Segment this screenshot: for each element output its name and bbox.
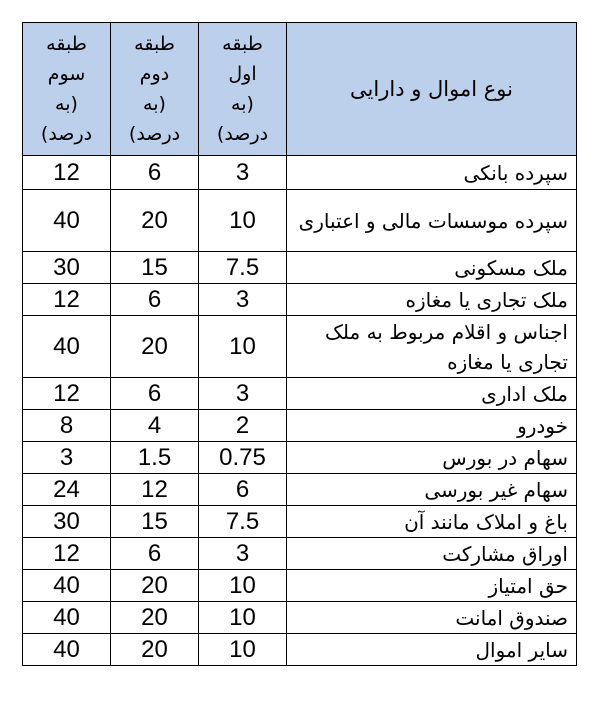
tier-3-value: 40: [23, 316, 111, 378]
tier-1-value: 3: [199, 538, 287, 570]
header-asset-type: نوع اموال و دارایی: [287, 23, 577, 156]
header-tier-3: طبقه سوم (به درصد): [23, 23, 111, 156]
tier-2-value: 1.5: [111, 442, 199, 474]
tier-3-value: 40: [23, 634, 111, 666]
asset-type-name: سهام در بورس: [287, 442, 577, 474]
tier-2-value: 6: [111, 156, 199, 190]
table-header-row: [23, 23, 577, 156]
tier-1-value: 3: [199, 378, 287, 410]
tier-3-value: 40: [23, 570, 111, 602]
tier-1-value: 0.75: [199, 442, 287, 474]
asset-type-name: ملک اداری: [287, 378, 577, 410]
table-row: [23, 474, 577, 506]
asset-type-name: سهام غیر بورسی: [287, 474, 577, 506]
tier-1-value: 2: [199, 410, 287, 442]
tier-1-value: 7.5: [199, 252, 287, 284]
tier-2-value: 20: [111, 190, 199, 252]
table-row: [23, 252, 577, 284]
tier-3-value: 12: [23, 378, 111, 410]
asset-type-name: سپرده موسسات مالی و اعتباری: [287, 190, 577, 252]
tier-2-value: 20: [111, 570, 199, 602]
asset-type-name: صندوق امانت: [287, 602, 577, 634]
asset-type-name: حق امتیاز: [287, 570, 577, 602]
tier-1-value: 7.5: [199, 506, 287, 538]
tier-3-value: 12: [23, 538, 111, 570]
tier-1-value: 10: [199, 316, 287, 378]
asset-type-name: اجناس و اقلام مربوط به ملک تجاری یا مغازه: [287, 316, 577, 378]
tier-3-value: 40: [23, 602, 111, 634]
table-row: [23, 156, 577, 190]
tier-1-value: 10: [199, 634, 287, 666]
table-row: [23, 506, 577, 538]
tier-2-value: 20: [111, 316, 199, 378]
asset-type-name: خودرو: [287, 410, 577, 442]
tier-1-value: 3: [199, 284, 287, 316]
tier-1-value: 3: [199, 156, 287, 190]
tier-1-value: 10: [199, 570, 287, 602]
asset-type-name: باغ و املاک مانند آن: [287, 506, 577, 538]
asset-type-name: سایر اموال: [287, 634, 577, 666]
asset-type-name: سپرده بانکی: [287, 156, 577, 190]
asset-type-name: اوراق مشارکت: [287, 538, 577, 570]
table-row: [23, 442, 577, 474]
tier-2-value: 15: [111, 506, 199, 538]
table-row: [23, 316, 577, 378]
asset-type-name: ملک مسکونی: [287, 252, 577, 284]
asset-rate-table: [22, 22, 577, 666]
tier-2-value: 15: [111, 252, 199, 284]
table-row: [23, 570, 577, 602]
table-row: [23, 410, 577, 442]
table-row: [23, 284, 577, 316]
tier-3-value: 40: [23, 190, 111, 252]
tier-3-value: 3: [23, 442, 111, 474]
tier-2-value: 6: [111, 538, 199, 570]
table-row: [23, 634, 577, 666]
tier-2-value: 6: [111, 284, 199, 316]
tier-1-value: 10: [199, 602, 287, 634]
tier-2-value: 20: [111, 602, 199, 634]
tier-3-value: 12: [23, 156, 111, 190]
header-tier-2: طبقه دوم (به درصد): [111, 23, 199, 156]
table-row: [23, 602, 577, 634]
table-row: [23, 538, 577, 570]
table-row: [23, 190, 577, 252]
header-tier-1: طبقه اول (به درصد): [199, 23, 287, 156]
tier-1-value: 10: [199, 190, 287, 252]
tier-3-value: 24: [23, 474, 111, 506]
tier-2-value: 6: [111, 378, 199, 410]
tier-1-value: 6: [199, 474, 287, 506]
tier-3-value: 30: [23, 252, 111, 284]
asset-type-name: ملک تجاری یا مغازه: [287, 284, 577, 316]
tier-2-value: 4: [111, 410, 199, 442]
tier-3-value: 30: [23, 506, 111, 538]
table-row: [23, 378, 577, 410]
tier-3-value: 12: [23, 284, 111, 316]
tier-2-value: 20: [111, 634, 199, 666]
tier-2-value: 12: [111, 474, 199, 506]
tier-3-value: 8: [23, 410, 111, 442]
